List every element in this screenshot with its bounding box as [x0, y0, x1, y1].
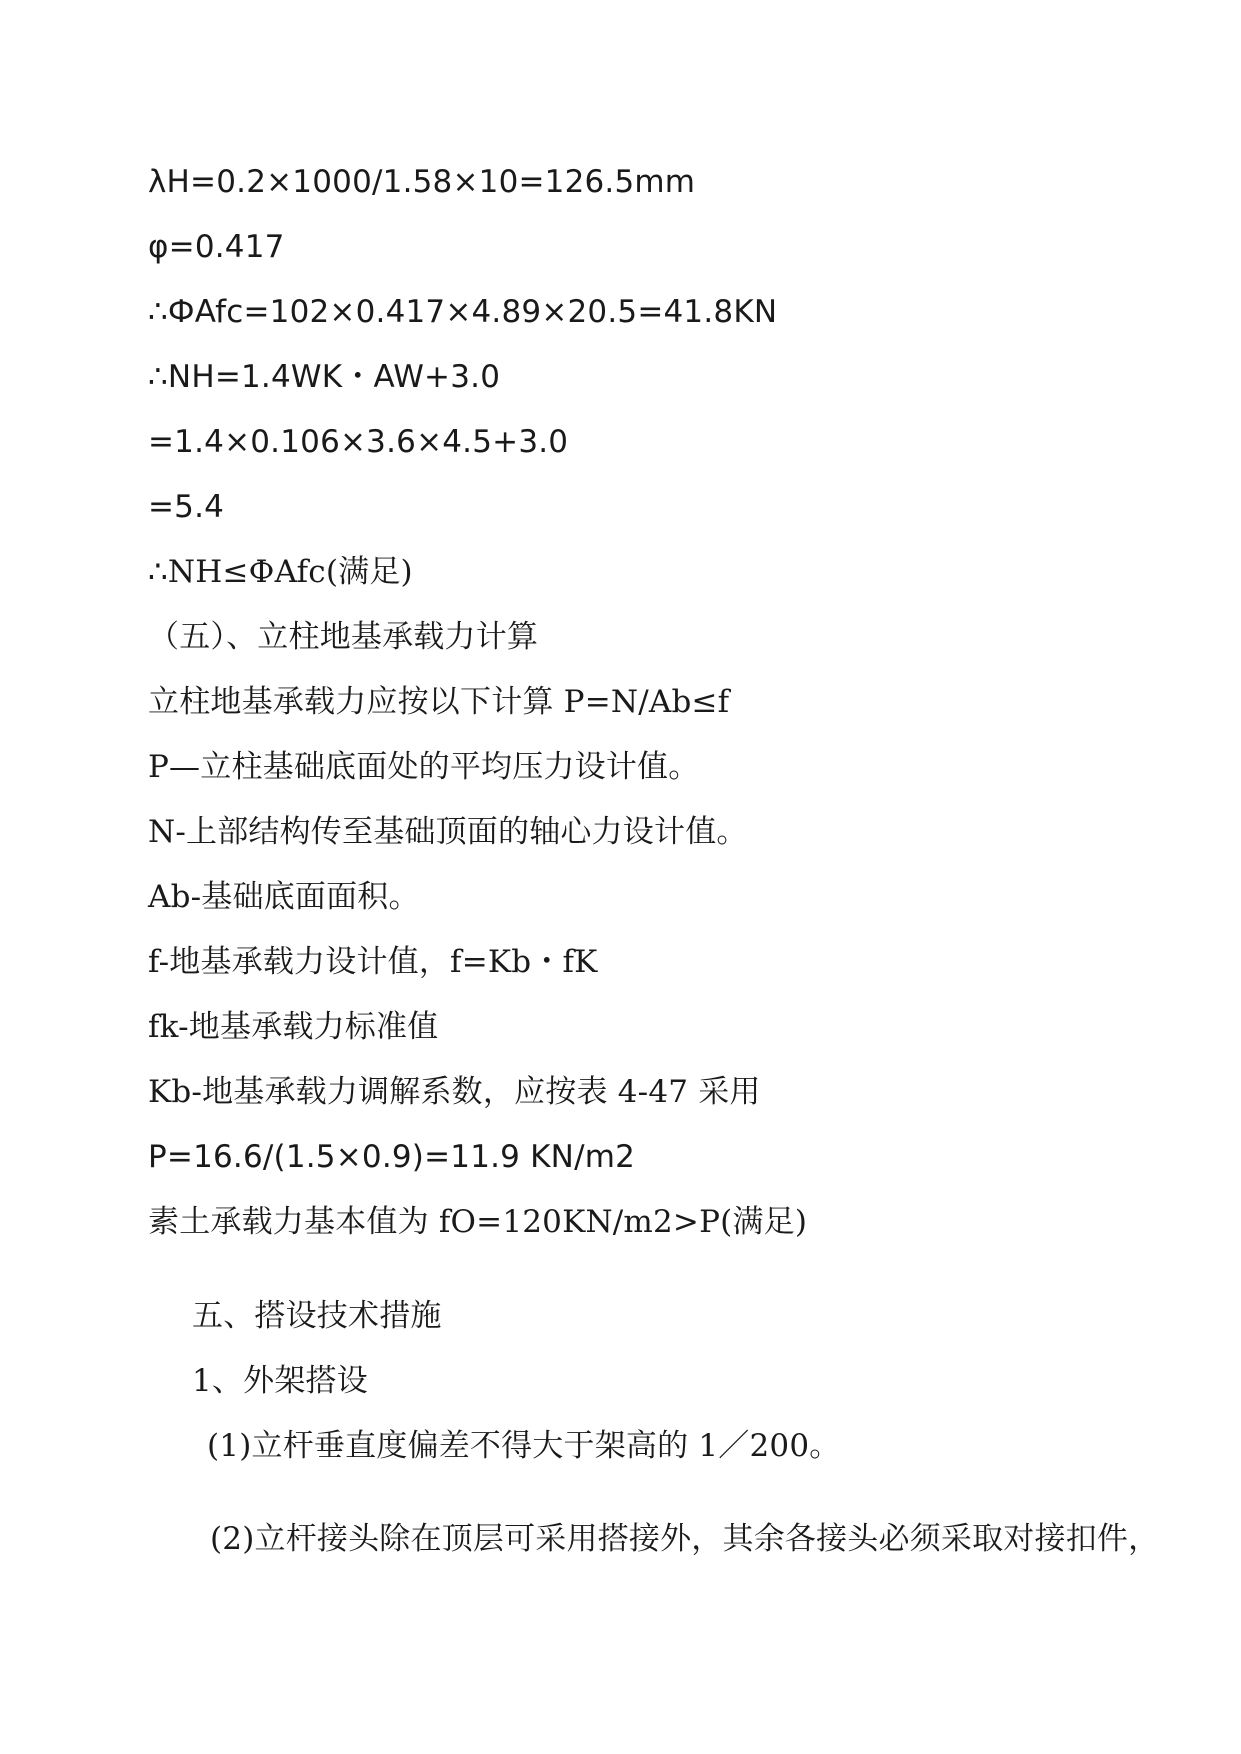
- definition-kb: Kb-地基承载力调解系数，应按表 4-47 采用: [148, 1074, 761, 1110]
- formula-phi: φ=0.417: [148, 229, 285, 265]
- definition-fk: fk-地基承载力标准值: [148, 1009, 439, 1045]
- formula-p-intro: 立柱地基承载力应按以下计算 P=N/Ab≤f: [148, 684, 730, 720]
- formula-nh-result: =5.4: [148, 489, 225, 525]
- list-item-1: (1)立杆垂直度偏差不得大于架高的 1／200。: [207, 1428, 841, 1464]
- formula-soil-check: 素土承载力基本值为 fO=120KN/m2>P(满足): [148, 1204, 808, 1240]
- section-heading: （五）、立柱地基承载力计算: [148, 619, 539, 655]
- definition-ab: Ab-基础底面面积。: [148, 879, 420, 915]
- formula-phi-afc: ∴ФAfc=102×0.417×4.89×20.5=41.8KN: [148, 294, 778, 330]
- formula-check: ∴NH≤ФAfc(满足): [148, 554, 413, 590]
- formula-p-calc: P=16.6/(1.5×0.9)=11.9 KN/m2: [148, 1139, 636, 1175]
- chapter-heading: 五、搭设技术措施: [192, 1298, 442, 1334]
- definition-f: f-地基承载力设计值，f=Kb・fK: [148, 944, 598, 980]
- list-item-2: (2)立杆接头除在顶层可采用搭接外，其余各接头必须采取对接扣件，: [210, 1521, 1160, 1557]
- formula-lambda-h: λH=0.2×1000/1.58×10=126.5mm: [148, 164, 696, 200]
- formula-nh: ∴NH=1.4WK・AW+3.0: [148, 359, 501, 395]
- formula-nh-calc: =1.4×0.106×3.6×4.5+3.0: [148, 424, 569, 460]
- subsection-heading: 1、外架搭设: [192, 1363, 368, 1399]
- definition-n: N-上部结构传至基础顶面的轴心力设计值。: [148, 814, 748, 850]
- definition-p: P—立柱基础底面处的平均压力设计值。: [148, 749, 700, 785]
